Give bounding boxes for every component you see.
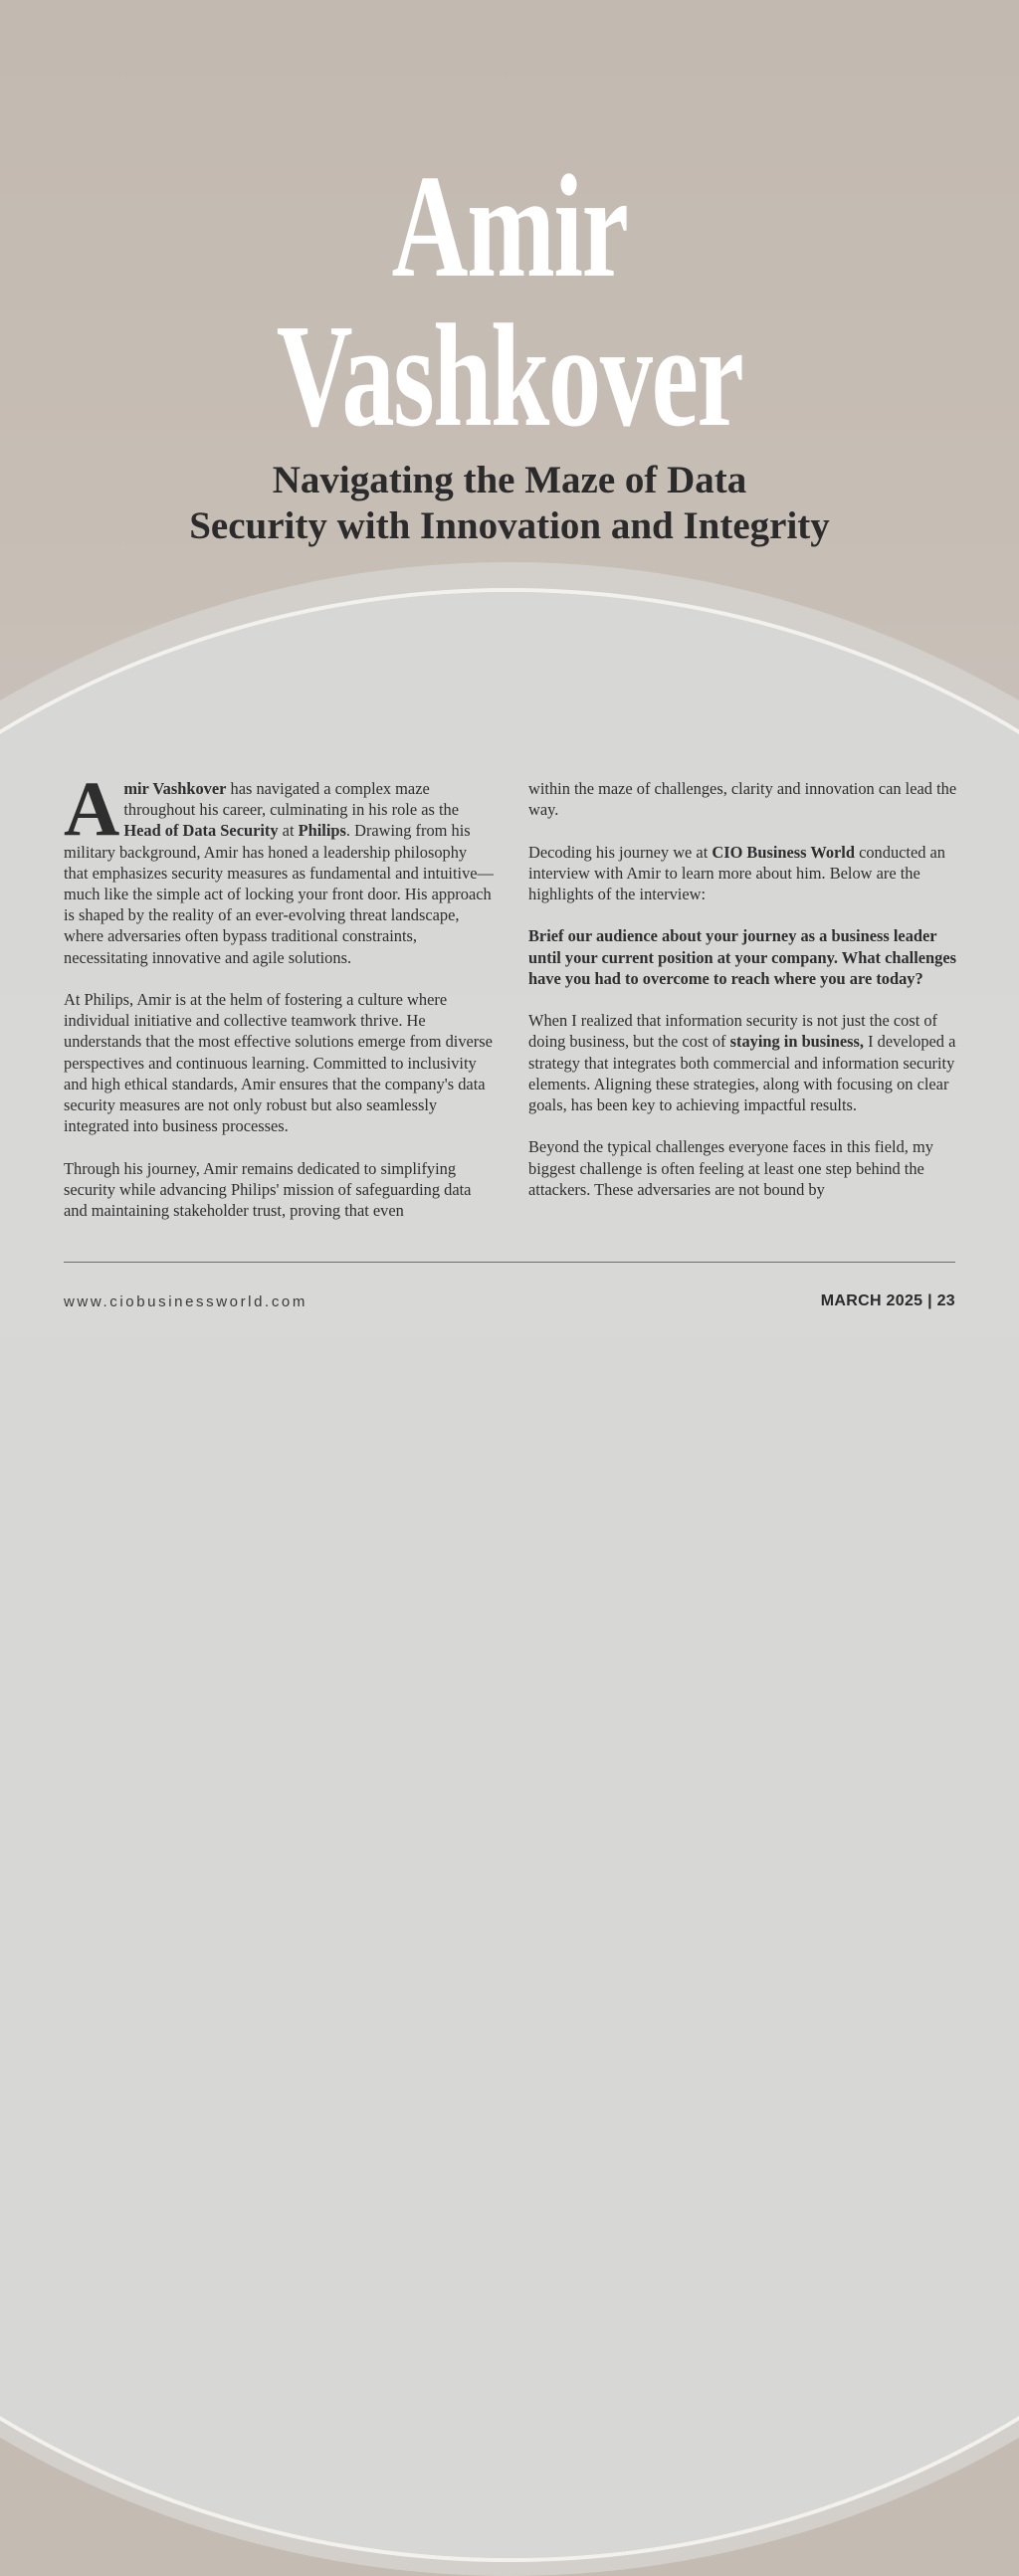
publication-name: CIO Business World xyxy=(712,842,855,862)
right-column xyxy=(528,778,958,1221)
footer-website[interactable]: www.ciobusinessworld.com xyxy=(64,1293,307,1310)
role-title: Head of Data Security xyxy=(123,821,279,841)
intro-paragraph xyxy=(64,765,494,968)
paragraph-journey: Through his journey, Amir remains dedicated to simplifying security while advancing Philips' mission of safeguarding data and maintaining stakeholder trust, proving that even xyxy=(64,1158,472,1221)
title-first-name: Amir xyxy=(391,145,628,308)
footer-divider xyxy=(64,1262,955,1263)
subtitle xyxy=(0,458,1019,549)
left-column xyxy=(64,765,494,1242)
person-name: mir Vashkover xyxy=(123,779,227,798)
paragraph-interview-intro xyxy=(528,842,958,905)
subtitle-line-1: Navigating the Maze of Data xyxy=(272,459,747,501)
answer-emphasis: staying in business, xyxy=(729,1032,864,1052)
footer-issue-page: MARCH 2025 | 23 xyxy=(820,1292,955,1309)
paragraph-continuation: within the maze of challenges, clarity and innovation can lead the way. xyxy=(528,779,957,820)
dropcap: A xyxy=(64,765,120,852)
question-text: Brief our audience about your journey as a business leader until your current position at your company. What challenges have you had to overcome to reach where you are today? xyxy=(528,926,956,988)
title-last-name: Vashkover xyxy=(276,295,743,458)
subtitle-line-2: Security with Innovation and Integrity xyxy=(189,504,830,547)
interview-question xyxy=(528,925,958,989)
interview-text-1: Decoding his journey we at xyxy=(528,842,713,862)
intro-text-2: at xyxy=(278,821,299,841)
intro-text-1: has navigated a complex maze throughout his career, culminating in his role as the xyxy=(123,779,459,820)
interview-text-2: conducted an interview with Amir to learn more about him. Below are the highlights of the interview: xyxy=(528,842,946,903)
answer-paragraph-1 xyxy=(528,1010,958,1115)
company-name: Philips xyxy=(298,821,346,841)
answer-text-2: I developed a strategy that integrates both commercial and information security elements. Aligning these strategies, along with focusing on clear goals, has been key to achieving impactful results. xyxy=(528,1032,956,1114)
answer-paragraph-2: Beyond the typical challenges everyone faces in this field, my biggest challenge is often feeling at least one step behind the attackers. These adversaries are not bound by xyxy=(528,1137,933,1199)
answer-text-1: When I realized that information security is not just the cost of doing business, but the cost of xyxy=(528,1011,938,1052)
intro-text-3: . Drawing from his military background, Amir has honed a leadership philosophy that emphasizes security measures as fundamental and intuitive—much like the simple act of locking your front door. His approach is shaped by the reality of an ever-evolving threat landscape, where adversaries often bypass traditional constraints, necessitating innovative and agile solutions. xyxy=(64,821,494,967)
paragraph-culture: At Philips, Amir is at the helm of fostering a culture where individual initiative and collective teamwork thrive. He understands that the most effective solutions emerge from diverse perspectives and continuous learning. Committed to inclusivity and high ethical standards, Amir ensures that the company's data security measures are not only robust but also seamlessly integrated into business processes. xyxy=(64,990,493,1136)
